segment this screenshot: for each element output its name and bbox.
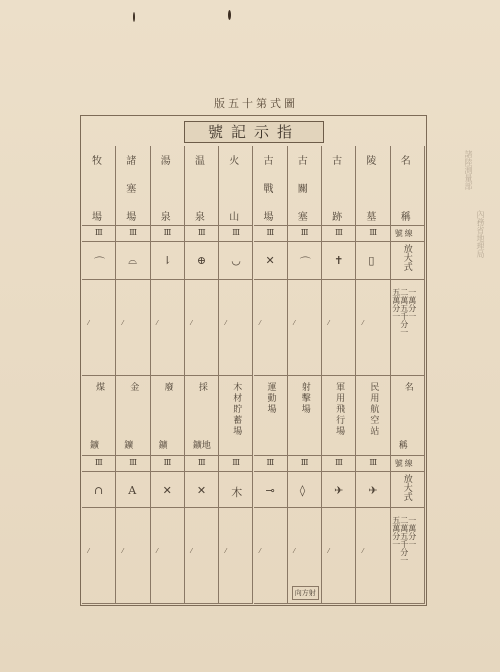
- row-label: 二萬五千分一: [399, 516, 409, 564]
- row-label: 五萬分一: [391, 288, 401, 320]
- margin-note: 內務省地理局: [476, 210, 485, 258]
- line-mark: Ⅲ: [232, 228, 240, 237]
- header-label: 古: [332, 156, 343, 167]
- symbol-table: [82, 146, 425, 604]
- line-mark: Ⅲ: [335, 228, 343, 237]
- direction-label: 向方射: [292, 586, 319, 600]
- map-symbol-icon: ✕: [196, 484, 207, 497]
- ink-stain: [133, 12, 135, 22]
- plate-title: 版五十第式圖: [214, 97, 298, 110]
- scale-sample: ⁄: [190, 548, 192, 555]
- map-symbol-icon: ⌓: [128, 254, 137, 267]
- row-label: 五萬分一: [391, 516, 401, 548]
- scale-sample: ⁄: [259, 320, 261, 327]
- header-label: 採: [196, 382, 207, 393]
- header-label: 射擊場: [299, 382, 310, 415]
- line-mark: Ⅲ: [163, 228, 172, 237]
- scale-sample: ⁄: [225, 548, 227, 555]
- scale-sample: ⁄: [225, 320, 227, 327]
- line-mark: Ⅲ: [197, 228, 206, 237]
- header-label: 金: [128, 382, 139, 393]
- table-cell: [356, 508, 390, 604]
- line-mark: Ⅲ: [300, 458, 309, 467]
- table-cell: [151, 508, 185, 604]
- header-label: 關: [297, 184, 308, 195]
- scale-sample: ⁄: [190, 320, 192, 327]
- header-label: 古: [297, 156, 308, 167]
- scale-sample: ⁄: [122, 320, 124, 327]
- header-label: 稱: [398, 441, 408, 451]
- header-label: 牧: [92, 156, 102, 167]
- header-label: 戰: [263, 184, 274, 195]
- header-label: 塞: [126, 184, 137, 195]
- header-label: 民用航空站: [368, 382, 379, 437]
- header-label: 温: [194, 156, 205, 167]
- line-mark: Ⅲ: [369, 228, 378, 237]
- scale-sample: ⁄: [259, 548, 261, 555]
- table-cell: [116, 280, 150, 376]
- row-label: 號線: [394, 459, 415, 468]
- header-label: 山: [229, 212, 240, 223]
- header-label: 鑛: [90, 441, 100, 451]
- map-symbol-icon: ⌒: [94, 256, 105, 269]
- line-mark: Ⅲ: [300, 228, 309, 237]
- header-label: 場: [126, 212, 137, 223]
- table-cell: [288, 280, 322, 376]
- header-label: 煤: [94, 382, 104, 393]
- line-mark: Ⅲ: [197, 458, 206, 467]
- row-label: 號線: [394, 229, 415, 238]
- header-label: 鑛: [158, 441, 168, 451]
- header-label: 跡: [332, 212, 343, 223]
- map-symbol-icon: ✈: [368, 484, 378, 497]
- line-mark: Ⅲ: [129, 228, 138, 237]
- table-cell: [254, 508, 288, 604]
- header-label: 鑛地: [192, 441, 211, 451]
- table-cell: [185, 280, 219, 376]
- header-label: 塞: [297, 212, 308, 223]
- map-symbol-icon: ▯: [368, 254, 375, 267]
- header-label: 場: [92, 212, 102, 223]
- map-symbol-icon: ✝: [334, 254, 344, 267]
- header-label: 軍用飛行場: [334, 382, 345, 437]
- header-label: 木材貯蓄場: [231, 382, 242, 437]
- scale-sample: ⁄: [293, 548, 295, 555]
- map-symbol-icon: A: [128, 484, 137, 497]
- map-symbol-icon: ✈: [334, 484, 344, 497]
- map-symbol-icon: ⌒: [299, 256, 311, 269]
- map-symbol-icon: ✕: [162, 484, 172, 497]
- scale-sample: ⁄: [362, 320, 364, 327]
- row-label: 一萬分一: [407, 516, 417, 548]
- header-label: 泉: [194, 212, 205, 223]
- scale-sample: ⁄: [328, 548, 330, 555]
- line-mark: Ⅲ: [95, 458, 103, 467]
- line-mark: Ⅲ: [266, 458, 275, 467]
- header-label: 名: [400, 156, 411, 167]
- header-label: 陵: [366, 156, 377, 167]
- header-label: 稱: [400, 212, 411, 223]
- scale-sample: ⁄: [88, 320, 90, 327]
- margin-note: 諸陸測量部: [464, 150, 473, 190]
- scale-sample: ⁄: [328, 320, 330, 327]
- table-cell: [219, 280, 253, 376]
- scale-sample: ⁄: [88, 548, 90, 555]
- map-symbol-icon: ∩: [94, 484, 104, 497]
- table-cell: [322, 280, 356, 376]
- header-label: 運動場: [265, 382, 276, 415]
- scale-sample: ⁄: [156, 320, 158, 327]
- row-label: 放大式: [401, 474, 412, 501]
- table-cell: [322, 508, 356, 604]
- header-label: 鑛: [124, 441, 134, 451]
- table-title: 號記示指: [184, 121, 324, 143]
- scale-sample: ⁄: [122, 548, 124, 555]
- line-mark: Ⅲ: [232, 458, 240, 467]
- header-label: 廢: [162, 382, 173, 393]
- header-label: 場: [263, 212, 274, 223]
- map-symbol-icon: ◊: [299, 484, 306, 497]
- header-label: 名: [402, 382, 413, 393]
- map-symbol-icon: ⊕: [196, 254, 207, 267]
- row-label: 放大式: [401, 244, 412, 271]
- header-label: 古: [263, 156, 274, 167]
- scale-sample: ⁄: [156, 548, 158, 555]
- map-symbol-icon: ⇂: [162, 254, 172, 267]
- map-symbol-icon: ⊸: [265, 484, 275, 497]
- header-label: 諸: [126, 156, 137, 167]
- header-label: 火: [229, 156, 240, 167]
- table-cell: [116, 508, 150, 604]
- ink-stain: [228, 10, 231, 20]
- map-symbol-icon: ✕: [265, 254, 275, 267]
- table-cell: [82, 280, 116, 376]
- table-cell: [254, 280, 288, 376]
- scale-sample: ⁄: [362, 548, 364, 555]
- line-mark: Ⅲ: [335, 458, 343, 467]
- header-label: 墓: [366, 212, 377, 223]
- map-symbol-icon: ◡: [231, 254, 241, 267]
- row-label: 二萬五千分一: [399, 288, 409, 336]
- table-cell: [219, 508, 253, 604]
- header-label: 泉: [160, 212, 171, 223]
- header-label: 湯: [160, 156, 171, 167]
- scale-sample: ⁄: [293, 320, 295, 327]
- table-cell: [185, 508, 219, 604]
- table-cell: [356, 280, 390, 376]
- line-mark: Ⅲ: [129, 458, 138, 467]
- map-symbol-icon: 木: [231, 486, 243, 499]
- line-mark: Ⅲ: [163, 458, 172, 467]
- line-mark: Ⅲ: [95, 228, 103, 237]
- table-cell: [82, 508, 116, 604]
- row-label: 一萬分一: [407, 288, 417, 320]
- line-mark: Ⅲ: [369, 458, 378, 467]
- line-mark: Ⅲ: [266, 228, 275, 237]
- table-cell: [151, 280, 185, 376]
